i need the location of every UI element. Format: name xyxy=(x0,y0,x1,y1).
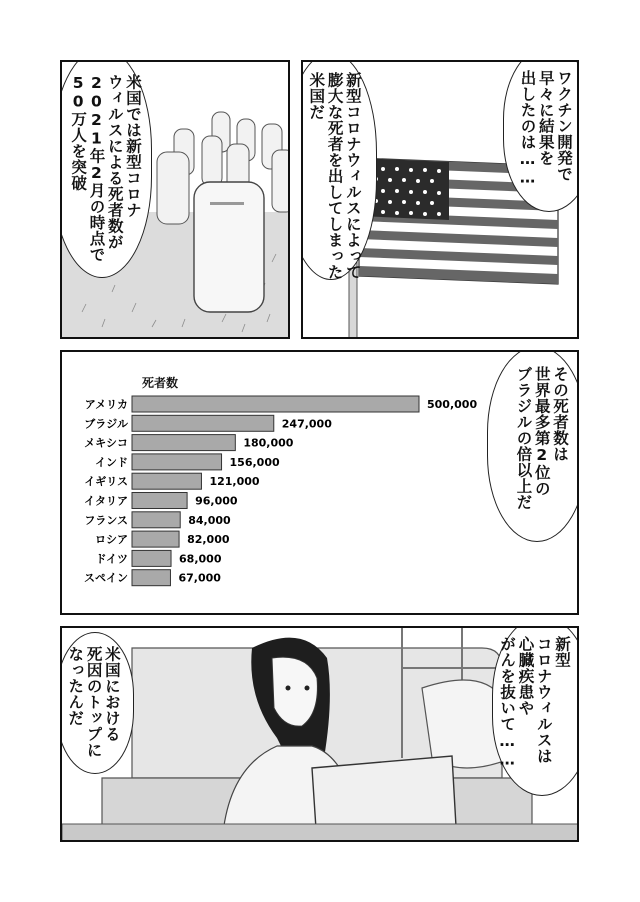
chart-bar xyxy=(132,473,201,489)
chart-bar xyxy=(132,415,274,431)
speech-text-left: 新型コロナウィルスによって 膨大な死者を出してしまった 米国だ xyxy=(307,72,362,280)
chart-bar xyxy=(132,531,179,547)
chart-category-label: イタリア xyxy=(84,494,128,508)
chart-bar xyxy=(132,435,235,451)
chart-category-label: アメリカ xyxy=(84,398,128,411)
chart-value-label: 68,000 xyxy=(179,552,222,566)
chart-category-label: フランス xyxy=(84,513,128,527)
chart-category-label: ドイツ xyxy=(95,552,128,566)
chart-value-label: 121,000 xyxy=(209,475,260,489)
chart-value-label: 180,000 xyxy=(243,436,294,450)
chart-category-label: ブラジル xyxy=(84,417,128,431)
chart-category-label: イギリス xyxy=(84,475,128,489)
death-toll-bar-chart xyxy=(62,352,492,612)
chart-value-label: 96,000 xyxy=(195,494,238,508)
chart-bar xyxy=(132,512,180,528)
panel-death-chart xyxy=(60,350,579,615)
speech-text-right: ワクチン開発で 早々に結果を 出したのは…… xyxy=(518,70,573,187)
chart-bar xyxy=(132,550,171,566)
speech-text: 米国では新型コロナ ウィルスによる死者数が 2021年2月の時点で 50万人を突破 xyxy=(69,74,142,263)
panel-cemetery xyxy=(60,60,290,339)
speech-text: その死者数は 世界最多第2位の ブラジルの倍以上だ xyxy=(514,366,569,510)
chart-bar xyxy=(132,570,170,586)
chart-value-label: 156,000 xyxy=(229,455,280,469)
chart-value-label: 84,000 xyxy=(188,513,231,527)
chart-category-label: スペイン xyxy=(84,571,128,585)
chart-value-label: 500,000 xyxy=(427,398,478,411)
chart-bar xyxy=(132,396,419,412)
chart-value-label: 67,000 xyxy=(178,571,221,585)
speech-text-left: 米国における 死因のトップに なったんだ xyxy=(66,646,121,758)
chart-bar xyxy=(132,454,222,470)
chart-title: 死者数 xyxy=(142,376,179,390)
chart-category-label: インド xyxy=(95,455,128,469)
chart-value-label: 247,000 xyxy=(281,417,332,431)
chart-category-label: メキシコ xyxy=(84,436,128,450)
chart-bar xyxy=(132,493,187,509)
chart-value-label: 82,000 xyxy=(187,533,230,547)
panel-us-flag xyxy=(301,60,579,339)
speech-text-right: 新型 コロナウィルスは 心臓疾患や がんを抜いて…… xyxy=(498,636,571,769)
panel-woman-laptop xyxy=(60,626,579,842)
chart-category-label: ロシア xyxy=(95,533,128,547)
